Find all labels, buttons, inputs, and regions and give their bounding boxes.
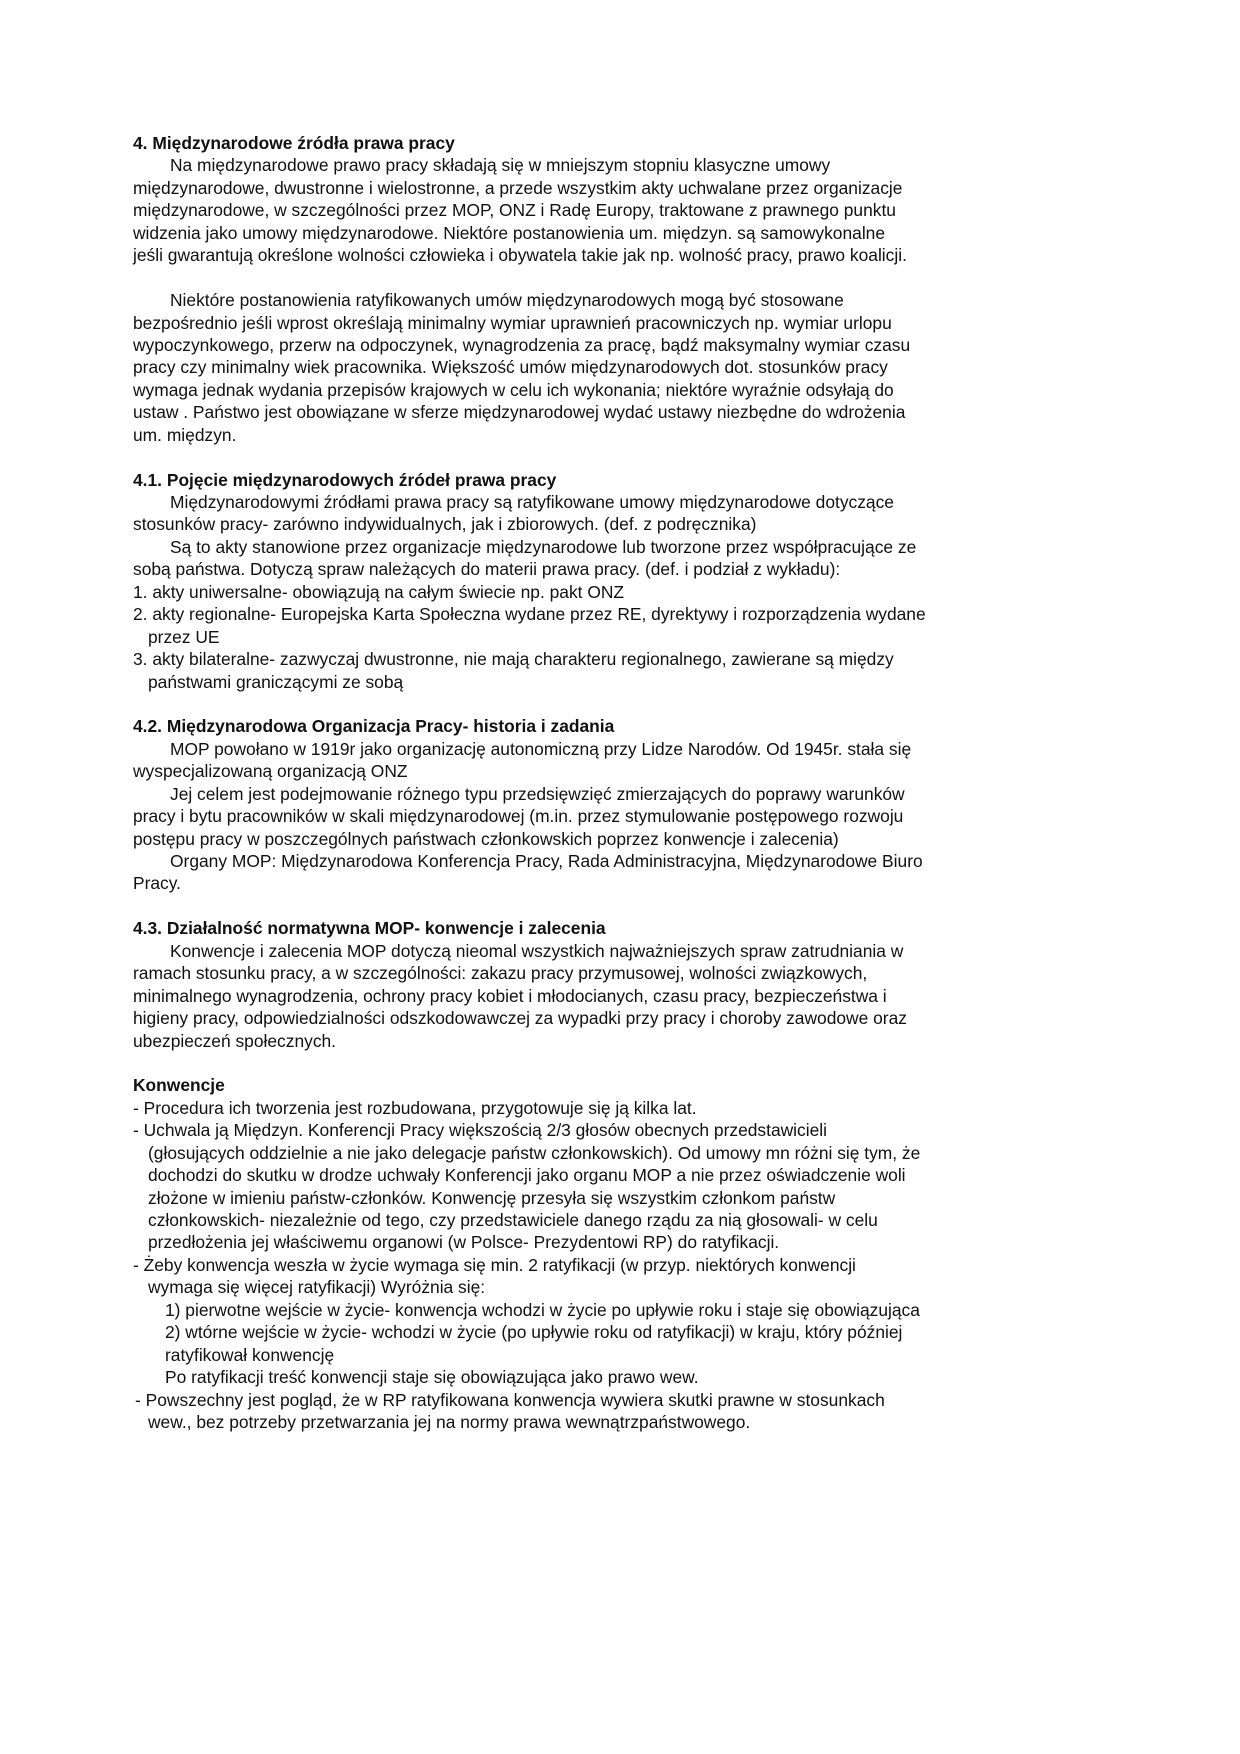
text-line: Organy MOP: Międzynarodowa Konferencja Pracy, Rada Administracyjna, Międzynarodowe Biuro xyxy=(170,851,923,871)
text-line: sobą państwa. Dotyczą spraw należących do materii prawa pracy. (def. i podział z wykładu): xyxy=(133,559,841,580)
section-heading: 4.3. Działalność normatywna MOP- konwencje i zalecenia xyxy=(133,918,606,939)
document-page xyxy=(133,132,1113,1433)
text-line: Niektóre postanowienia ratyfikowanych umów międzynarodowych mogą być stosowane xyxy=(170,290,844,311)
text-line: pracy i bytu pracowników w skali międzynarodowej (m.in. przez stymulowanie postępowego rozwoju xyxy=(133,806,904,827)
section-heading: 4.1. Pojęcie międzynarodowych źródeł prawa pracy xyxy=(133,469,557,490)
text-line: wypoczynkowego, przerw na odpoczynek, wynagrodzenia za pracę, bądź maksymalny wymiar czasu xyxy=(133,334,911,355)
text-line: ustaw . Państwo jest obowiązane w sferze międzynarodowej wydać ustawy niezbędne do wdrożenia xyxy=(133,402,906,423)
text-line: wew., bez potrzeby przetwarzania jej na normy prawa wewnątrzpaństwowego. xyxy=(148,1411,751,1432)
text-line: Pracy. xyxy=(133,873,181,894)
text-line: przedłożenia jej właściwemu organowi (w Polsce- Prezydentowi RP) do ratyfikacji. xyxy=(148,1232,780,1253)
text-line: międzynarodowe, dwustronne i wielostronne, a przede wszystkim akty uchwalane przez organizacje xyxy=(133,177,903,198)
text-line: przez UE xyxy=(148,626,220,647)
text-line: wyspecjalizowaną organizacją ONZ xyxy=(133,761,408,782)
text-line: - Powszechny jest pogląd, że w RP ratyfikowana konwencja wywiera skutki prawne w stosunkach xyxy=(135,1389,885,1410)
section-heading: Konwencje xyxy=(133,1075,225,1096)
text-line: członkowskich- niezależnie od tego, czy przedstawiciele danego rządu za nią głosowali- w celu xyxy=(148,1210,878,1230)
blank-line xyxy=(133,693,1113,715)
text-line: - Uchwala ją Międzyn. Konferencji Pracy większością 2/3 głosów obecnych przedstawicieli xyxy=(133,1120,827,1141)
blank-line xyxy=(133,446,1113,468)
text-line: (głosujących oddzielnie a nie jako delegacje państw członkowskich). Od umowy mn różni się tym, że xyxy=(148,1142,921,1163)
text-line: pracy czy minimalny wiek pracownika. Większość umów międzynarodowych dot. stosunków pracy xyxy=(133,357,888,378)
blank-line xyxy=(133,1052,1113,1074)
text-line: złożone w imieniu państw-członków. Konwencję przesyła się wszystkim członkom państw xyxy=(148,1187,836,1208)
text-line: bezpośrednio jeśli wprost określają minimalny wymiar uprawnień pracowniczych np. wymiar urlopu xyxy=(133,312,892,333)
text-line: 1. akty uniwersalne- obowiązują na całym świecie np. pakt ONZ xyxy=(133,581,625,602)
text-line: Jej celem jest podejmowanie różnego typu przedsięwzięć zmierzających do poprawy warunków xyxy=(170,783,905,804)
blank-line xyxy=(133,895,1113,917)
text-line: Po ratyfikacji treść konwencji staje się obowiązująca jako prawo wew. xyxy=(165,1367,699,1388)
text-line: ramach stosunku pracy, a w szczególności: zakazu pracy przymusowej, wolności związkowych, xyxy=(133,963,868,984)
text-line: 3. akty bilateralne- zazwyczaj dwustronne, nie mają charakteru regionalnego, zawierane są między xyxy=(133,649,894,670)
text-line: minimalnego wynagrodzenia, ochrony pracy kobiet i młodocianych, czasu pracy, bezpieczeństwa i xyxy=(133,985,887,1006)
text-line: - Żeby konwencja weszła w życie wymaga się min. 2 ratyfikacji (w przyp. niektórych konwencji xyxy=(133,1254,856,1275)
section-heading: 4.2. Międzynarodowa Organizacja Pracy- historia i zadania xyxy=(133,716,615,737)
text-line: dochodzi do skutku w drodze uchwały Konferencji jako organu MOP a nie przez oświadczenie woli xyxy=(148,1165,906,1186)
text-line: wymaga jednak wydania przepisów krajowych w celu ich wykonania; niektóre wyraźnie odsyłają do xyxy=(133,379,894,400)
text-line: widzenia jako umowy międzynarodowe. Niektóre postanowienia um. międzyn. są samowykonalne xyxy=(133,222,886,243)
text-line: 1) pierwotne wejście w życie- konwencja wchodzi w życie po upływie roku i staje się obowiązująca xyxy=(165,1299,920,1320)
text-line: ratyfikował konwencję xyxy=(165,1344,335,1365)
text-line: postępu pracy w poszczególnych państwach członkowskich poprzez konwencje i zalecenia) xyxy=(133,828,839,849)
blank-line xyxy=(133,267,1113,289)
text-line: państwami graniczącymi ze sobą xyxy=(148,671,404,692)
text-line: międzynarodowe, w szczególności przez MOP, ONZ i Radę Europy, traktowane z prawnego punktu xyxy=(133,200,896,221)
text-line: - Procedura ich tworzenia jest rozbudowana, przygotowuje się ją kilka lat. xyxy=(133,1097,697,1118)
text-line: wymaga się więcej ratyfikacji) Wyróżnia się: xyxy=(148,1277,486,1298)
text-line: Na międzynarodowe prawo pracy składają się w mniejszym stopniu klasyczne umowy xyxy=(170,155,831,176)
text-line: higieny pracy, odpowiedzialności odszkodowawczej za wypadki przy pracy i choroby zawodowe oraz xyxy=(133,1008,907,1029)
text-line: 2. akty regionalne- Europejska Karta Społeczna wydane przez RE, dyrektywy i rozporządzenia wydane xyxy=(133,604,926,625)
text-line: 2) wtórne wejście w życie- wchodzi w życie (po upływie roku od ratyfikacji) w kraju, który później xyxy=(165,1322,903,1343)
text-line: stosunków pracy- zarówno indywidualnych, jak i zbiorowych. (def. z podręcznika) xyxy=(133,514,757,535)
text-line: ubezpieczeń społecznych. xyxy=(133,1030,337,1051)
section-heading: 4. Międzynarodowe źródła prawa pracy xyxy=(133,133,455,153)
text-line: um. międzyn. xyxy=(133,424,237,445)
text-line: Są to akty stanowione przez organizacje międzynarodowe lub tworzone przez współpracujące ze xyxy=(170,536,917,557)
text-line: Konwencje i zalecenia MOP dotyczą nieomal wszystkich najważniejszych spraw zatrudniania w xyxy=(170,940,904,961)
text-line: Międzynarodowymi źródłami prawa pracy są ratyfikowane umowy międzynarodowe dotyczące xyxy=(170,492,894,512)
text-line: jeśli gwarantują określone wolności człowieka i obywatela takie jak np. wolność pracy, prawo koalicji. xyxy=(133,245,907,266)
text-line: MOP powołano w 1919r jako organizację autonomiczną przy Lidze Narodów. Od 1945r. stała się xyxy=(170,738,912,759)
